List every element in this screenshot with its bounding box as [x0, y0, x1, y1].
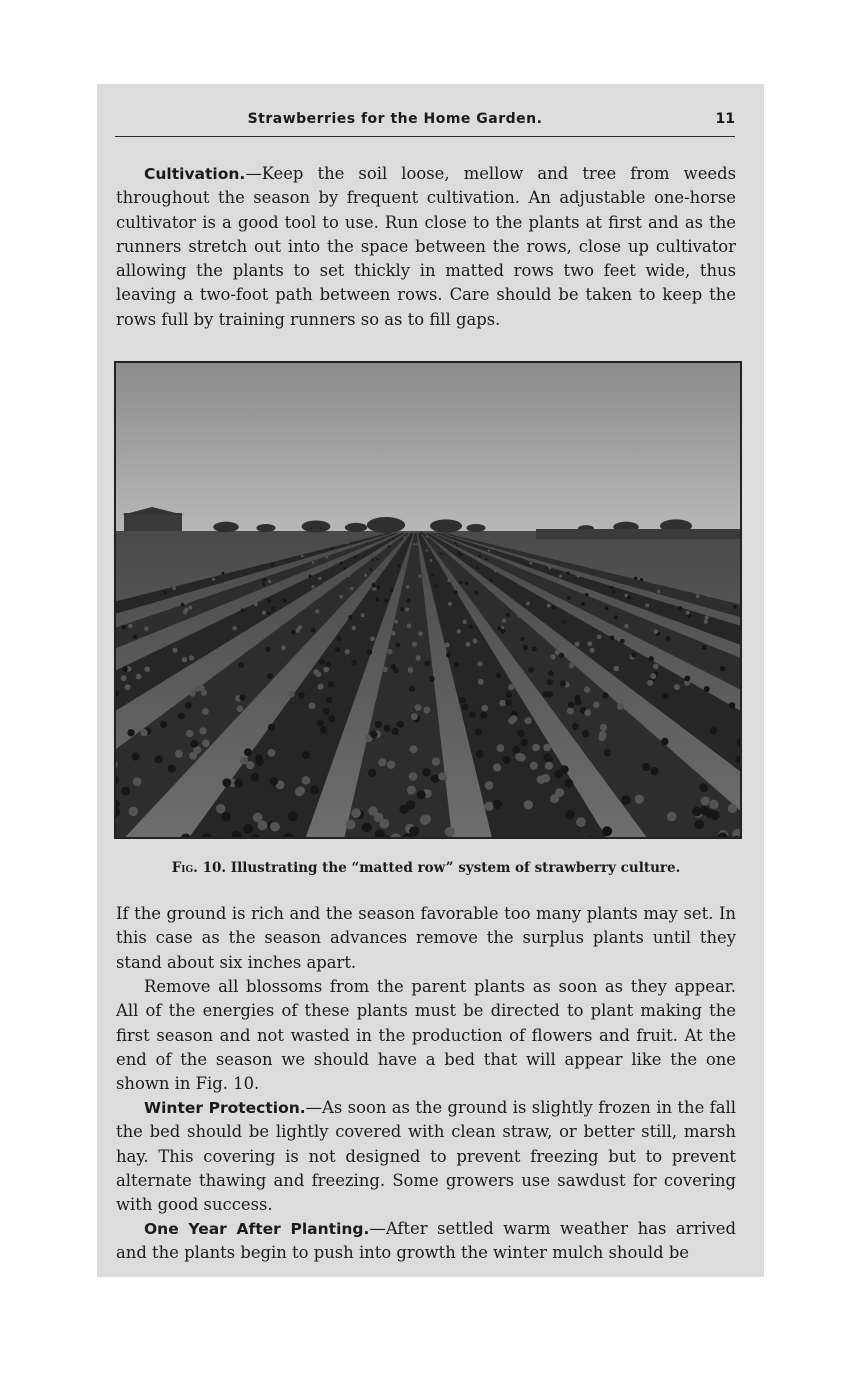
paragraph-winter-protection: [116, 1096, 736, 1217]
paragraph-one-year: [116, 1217, 736, 1266]
running-header: [115, 110, 735, 137]
one-year-text: —After settled warm weather has arrived and the plants begin to push into growth the winter mulch should be: [116, 1219, 736, 1263]
field-photograph: [116, 363, 740, 837]
heading-cultivation: Cultivation.: [144, 165, 246, 183]
heading-winter-protection: Winter Protection.: [144, 1099, 306, 1117]
cultivation-text: —Keep the soil loose, mellow and tree from weeds throughout the season by frequent cultivation. An adjustable one-horse cultivator is a good tool to use. Run close to the plants at first and as the runners stretch out into the space between the rows, close up cultivator allowing the plants to set thickly in matted rows two feet wide, thus leaving a two-foot path between rows. Care should be taken to keep the rows full by training runners so as to fill gaps.: [116, 164, 736, 329]
page-number: 11: [715, 111, 735, 127]
figure-caption-text: Illustrating the “matted row” system of strawberry culture.: [230, 860, 681, 876]
figure-photo-matted-rows: [114, 361, 742, 839]
running-title: Strawberries for the Home Garden.: [247, 111, 543, 127]
thinning-text: If the ground is rich and the season favorable too many plants may set. In this case as the season advances remove the surplus plants until they stand about six inches apart.: [116, 904, 736, 972]
winter-protection-text: —As soon as the ground is slightly frozen in the fall the bed should be lightly covered with clean straw, or better still, marsh hay. This covering is not designed to prevent freezing but to prevent alternate thawing and freezing. Some growers use sawdust for covering with good success.: [116, 1098, 736, 1215]
paragraph-cultivation: [116, 162, 736, 332]
paragraph-blossoms: [116, 975, 736, 1096]
blossoms-text: Remove all blossoms from the parent plants as soon as they appear. All of the energies of these plants must be directed to plant making the first season and not wasted in the production of flowers and fruit. At the end of the season we should have a bed that will appear like the one shown in Fig. 10.: [116, 977, 736, 1094]
figure-label: Fig. 10.: [171, 860, 227, 876]
paragraph-thinning: [116, 902, 736, 975]
book-page: [97, 84, 764, 1277]
heading-one-year: One Year After Planting.: [144, 1220, 370, 1238]
figure-caption: [116, 860, 736, 876]
